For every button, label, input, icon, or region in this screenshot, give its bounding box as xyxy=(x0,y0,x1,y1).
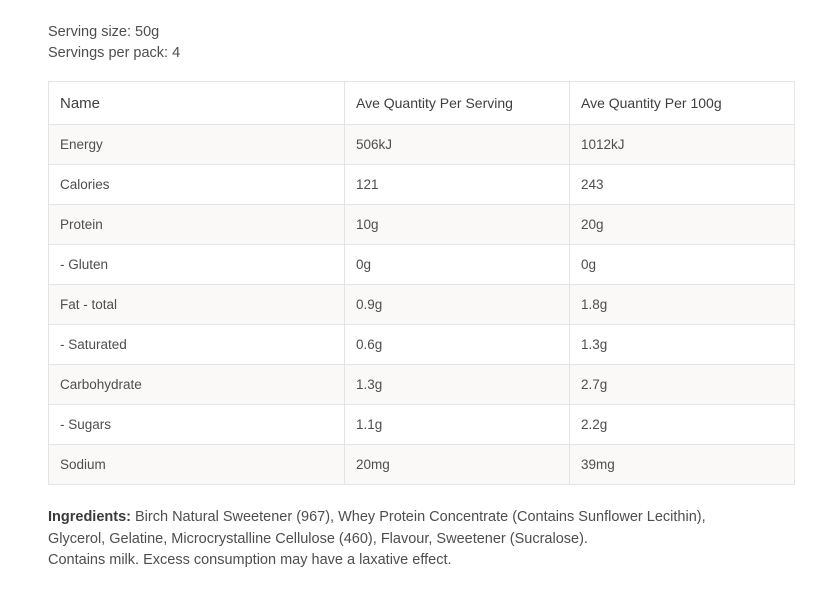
serving-info xyxy=(48,22,793,64)
row-value-per-100g: 1.8g xyxy=(570,285,795,325)
row-value-per-serving: 20mg xyxy=(345,445,570,485)
column-header-per-serving: Ave Quantity Per Serving xyxy=(345,82,570,125)
row-value-per-serving: 0.9g xyxy=(345,285,570,325)
table-row xyxy=(49,365,795,405)
table-row xyxy=(49,325,795,365)
servings-per-pack-text: Servings per pack: 4 xyxy=(48,45,181,61)
row-label: Energy xyxy=(49,125,345,165)
table-row xyxy=(49,205,795,245)
ingredients-text-2: Glycerol, Gelatine, Microcrystalline Cellulose (460), Flavour, Sweetener (Sucralose). xyxy=(48,530,588,547)
allergen-warning-text: Contains milk. Excess consumption may have a laxative effect. xyxy=(48,552,452,568)
row-value-per-100g: 0g xyxy=(570,245,795,285)
table-body xyxy=(49,125,795,485)
row-value-per-serving: 1.1g xyxy=(345,405,570,445)
row-value-per-serving: 0.6g xyxy=(345,325,570,365)
row-value-per-serving: 0g xyxy=(345,245,570,285)
table-header-row xyxy=(49,82,795,125)
row-value-per-serving: 121 xyxy=(345,165,570,205)
row-label: - Sugars xyxy=(49,405,345,445)
row-label: Protein xyxy=(49,205,345,245)
row-value-per-100g: 1012kJ xyxy=(570,125,795,165)
table-row xyxy=(49,445,795,485)
table-row xyxy=(49,165,795,205)
ingredients-section xyxy=(48,507,808,572)
row-value-per-serving: 10g xyxy=(345,205,570,245)
table-row xyxy=(49,285,795,325)
nutrition-table xyxy=(48,81,795,485)
row-value-per-100g: 2.2g xyxy=(570,405,795,445)
serving-size-text: Serving size: 50g xyxy=(48,24,160,40)
row-value-per-serving: 506kJ xyxy=(345,125,570,165)
row-value-per-100g: 2.7g xyxy=(570,365,795,405)
column-header-per-100g: Ave Quantity Per 100g xyxy=(570,82,795,125)
table-row xyxy=(49,405,795,445)
row-label: Fat - total xyxy=(49,285,345,325)
row-label: Sodium xyxy=(49,445,345,485)
table-header xyxy=(49,82,795,125)
ingredients-text-1: Birch Natural Sweetener (967), Whey Protein Concentrate (Contains Sunflower Lecithin), xyxy=(130,509,706,525)
column-header-name: Name xyxy=(49,82,345,125)
row-label: - Saturated xyxy=(49,325,345,365)
row-label: - Gluten xyxy=(49,245,345,285)
row-value-per-100g: 243 xyxy=(570,165,795,205)
ingredients-line-1 xyxy=(48,507,808,529)
row-label: Calories xyxy=(49,165,345,205)
row-value-per-100g: 20g xyxy=(570,205,795,245)
table-row xyxy=(49,125,795,165)
row-value-per-100g: 39mg xyxy=(570,445,795,485)
row-value-per-serving: 1.3g xyxy=(345,365,570,405)
ingredients-label: Ingredients: xyxy=(48,509,131,525)
row-value-per-100g: 1.3g xyxy=(570,325,795,365)
table-row xyxy=(49,245,795,285)
row-label: Carbohydrate xyxy=(49,365,345,405)
